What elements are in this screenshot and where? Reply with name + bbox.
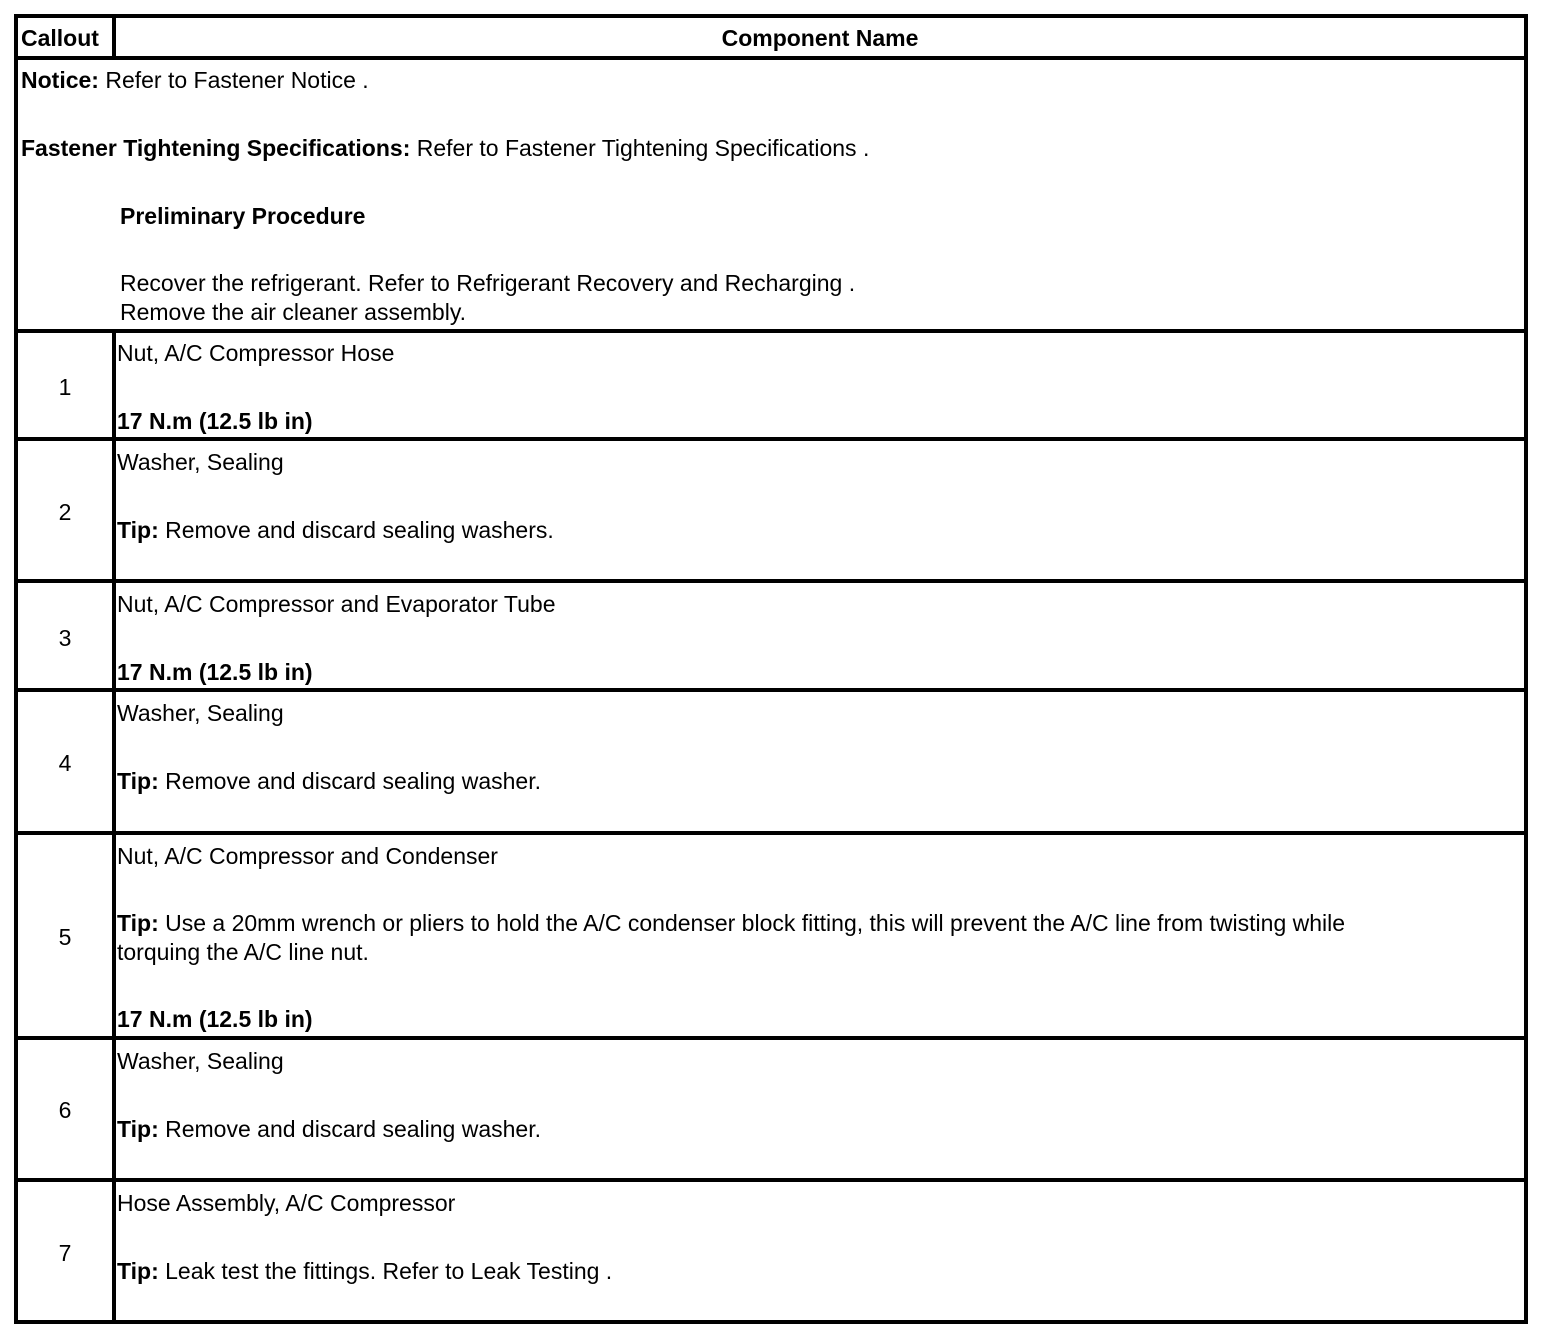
component-name: Nut, A/C Compressor and Evaporator Tube: [117, 591, 556, 617]
torque-spec: 17 N.m (12.5 lb in): [117, 659, 313, 685]
callout-number: 2: [58, 499, 72, 525]
component-table: [14, 14, 1528, 1324]
row-divider: [18, 1036, 1524, 1040]
callout-number: 1: [58, 374, 72, 400]
tip-label: Tip:: [117, 910, 159, 936]
torque-spec: 17 N.m (12.5 lb in): [117, 1006, 313, 1032]
torque-spec: 17 N.m (12.5 lb in): [117, 408, 313, 434]
fastener-spec-text: Refer to Fastener Tightening Specifications .: [410, 135, 870, 161]
component-name: Washer, Sealing: [117, 449, 284, 475]
preliminary-procedure-title: Preliminary Procedure: [120, 203, 366, 229]
tip-label: Tip:: [117, 1258, 159, 1284]
fastener-spec-line: [21, 134, 869, 163]
tip-text: Leak test the fittings. Refer to Leak Testing .: [158, 1258, 613, 1284]
row-divider: [18, 688, 1524, 692]
preliminary-step: Recover the refrigerant. Refer to Refrigerant Recovery and Recharging .: [120, 270, 856, 296]
callout-number: 4: [58, 750, 72, 776]
preliminary-step: Remove the air cleaner assembly.: [120, 299, 466, 325]
tip-label: Tip:: [117, 517, 159, 543]
notice-line: [21, 66, 369, 95]
column-divider-body: [112, 330, 116, 1324]
row-divider: [18, 831, 1524, 835]
row-divider: [18, 1178, 1524, 1182]
fastener-spec-label: Fastener Tightening Specifications:: [21, 135, 411, 161]
component-name: Washer, Sealing: [117, 1048, 284, 1074]
callout-number: 3: [58, 625, 72, 651]
row-divider: [18, 329, 1524, 333]
tip-text: Remove and discard sealing washer.: [158, 768, 541, 794]
callout-number: 7: [58, 1240, 72, 1266]
notice-text: Refer to Fastener Notice .: [98, 67, 369, 93]
component-name: Hose Assembly, A/C Compressor: [117, 1190, 456, 1216]
tip-line: [117, 1257, 612, 1286]
tip-text: Remove and discard sealing washers.: [158, 517, 554, 543]
component-name: Washer, Sealing: [117, 700, 284, 726]
tip-line: [117, 1115, 541, 1144]
tip-text: Use a 20mm wrench or pliers to hold the A/C condenser block fitting, this will prevent the A/C line from twisting while: [158, 910, 1346, 936]
tip-text: Remove and discard sealing washer.: [158, 1116, 541, 1142]
tip-line-continued: torquing the A/C line nut.: [117, 939, 369, 965]
row-divider: [18, 579, 1524, 583]
component-name: Nut, A/C Compressor and Condenser: [117, 843, 498, 869]
tip-line: [117, 909, 1345, 938]
header-component-name: Component Name: [721, 25, 919, 51]
tip-line: [117, 767, 541, 796]
callout-number: 5: [58, 924, 72, 950]
tip-label: Tip:: [117, 1116, 159, 1142]
header-callout: Callout: [21, 25, 99, 51]
tip-label: Tip:: [117, 768, 159, 794]
callout-number: 6: [58, 1097, 72, 1123]
notice-label: Notice:: [21, 67, 99, 93]
component-name: Nut, A/C Compressor Hose: [117, 340, 395, 366]
row-divider: [18, 56, 1524, 60]
tip-line: [117, 516, 554, 545]
row-divider: [18, 437, 1524, 441]
